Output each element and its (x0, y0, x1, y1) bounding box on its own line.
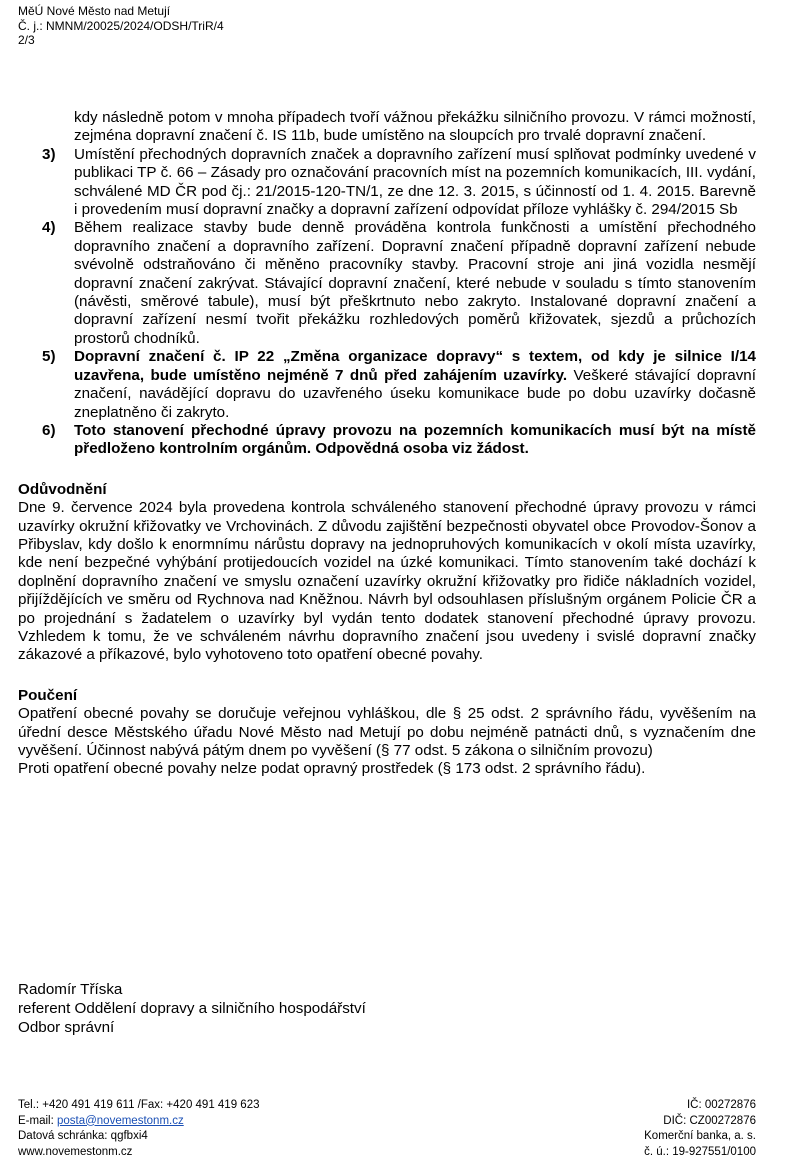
item-number: 4) (42, 219, 56, 237)
list-item-3 (18, 146, 756, 220)
header-page-number: 2/3 (18, 33, 35, 47)
list-item-6 (18, 422, 756, 459)
item-text: Veškeré stávající dopravní značení, navádějící dopravu do uzavřeného úseku komunikace bude po dobu uzavírky dočasně zneplatněno či zakryto. (74, 366, 756, 421)
document-header (18, 4, 224, 48)
pouceni-text-1: Opatření obecné povahy se doručuje veřejnou vyhláškou, dle § 25 odst. 2 správního řádu, vyvěšením na úřední desce Městského úřadu Nové Město nad Metují po dobu nejméně patnácti dnů, s vyznačením dne vyvěšení. Účinnost nabývá pátým dnem po vyvěšení (§ 77 odst. 5 zákona o silničním provozu) (18, 705, 756, 759)
list-item-4 (18, 219, 756, 348)
footer-databox: Datová schránka: qgfbxi4 (18, 1130, 148, 1142)
footer-contacts (18, 1098, 259, 1160)
document-body (18, 109, 756, 779)
signature-name: Radomír Tříska (18, 981, 123, 998)
footer-web: www.novemestonm.cz (18, 1145, 133, 1158)
section-title-pouceni: Poučení (18, 686, 78, 704)
signature-role: referent Oddělení dopravy a silničního hospodářství (18, 1000, 366, 1017)
item-number: 5) (42, 348, 56, 366)
list-item-continuation (18, 109, 756, 146)
item-text: Během realizace stavby bude denně prováděna kontrola funkčnosti a umístění přechodného dopravního značení a dopravního zařízení. Dopravní značení případně dopravní zařízení nebude svévolně odstraňováno či měněno pracovníky stavby. Pracovní stroje ani jiná vozidla nesmějí dopravní značení zakrývat. Stávající dopravní značení, které nebude v souladu s tímto stanovením (návěsti, směrové tabule), musí být přeškrtnuto nebo zakryto. Instalované dopravní značení a dopravní zařízení nesmí tvořit překážku rozhledových poměrů křižovatek, sjezdů a průchozích prostorů chodníků. (74, 219, 756, 347)
footer-email-line (18, 1114, 259, 1130)
footer-email-label: E-mail: (18, 1114, 57, 1127)
footer-phone: Tel.: +420 491 419 611 /Fax: +420 491 419 623 (18, 1099, 260, 1111)
footer-ic: IČ: 00272876 (686, 1099, 756, 1111)
header-office: MěÚ Nové Město nad Metují (18, 4, 171, 18)
signature-block (18, 980, 366, 1037)
item-bold-text: Dopravní značení č. IP 22 „Změna organizace dopravy“ s textem, od kdy je silnice I/14 uzavřena, bude umístěno nejméně 7 dnů před zahájením uzavírky. (74, 348, 756, 384)
pouceni-text-2: Proti opatření obecné povahy nelze podat opravný prostředek (§ 173 odst. 2 správního řádu). (18, 760, 646, 778)
oduvodneni-text: Dne 9. července 2024 byla provedena kontrola schváleného stanovení přechodné úpravy provozu v rámci uzavírky okružní křižovatky ve Vrchovinách. Z důvodu zajištění bezpečnosti obyvatel obce Provodov-Šonov a Přibyslav, kdy došlo k enormnímu nárůstu dopravy na jednopruhových komunikacích v okolí místa uzavírky, kde není bezpečné vyhýbání protijedoucích vozidel na úzké komunikaci. Tímto stanovením také dochází k doplnění dopravního značení ve smyslu označení uzavírky okružní křižovatky pro řidiče nákladních vozidel, přijíždějících ve směru od Rychnova nad Kněžnou. Návrh byl odsouhlasen příslušným orgánem Policie ČR a po projednání s žadatelem o uzavírky byl vydán tento dodatek stanovení přechodné úpravy provozu. Vzhledem k tomu, že ve schváleném návrhu dopravního značení jsou uvedeny i svislé dopravní značky zákazové a příkazové, bylo vyhotoveno toto opatření obecné povahy. (18, 499, 756, 664)
footer-email-link[interactable]: posta@novemestonm.cz (56, 1114, 184, 1127)
footer-dic: DIČ: CZ00272876 (663, 1114, 756, 1127)
footer-bank: Komerční banka, a. s. (644, 1130, 756, 1142)
item-text: Umístění přechodných dopravních značek a dopravního zařízení musí splňovat podmínky uvedené v publikaci TP č. 66 – Zásady pro označování pracovních míst na pozemních komunikacích, III. vydání, schválené MD ČR pod čj.: 21/2015-120-TN/1, ze dne 12. 3. 2015, s účinností od 1. 4. 2015. Barevně i provedením musí dopravní značky a dopravní zařízení odpovídat příloze vyhlášky č. 294/2015 Sb (74, 145, 756, 219)
item-number: 3) (42, 145, 56, 163)
item-text: kdy následně potom v mnoha případech tvoří vážnou překážku silničního provozu. V rámci možností, zejména dopravní značení č. IS 11b, bude umístěno na sloupcích pro trvalé dopravní značení. (74, 109, 756, 145)
section-title-oduvodneni: Odůvodnění (18, 480, 107, 498)
signature-department: Odbor správní (18, 1019, 115, 1036)
item-bold-text: Toto stanovení přechodné úpravy provozu na pozemních komunikacích musí být na místě předloženo kontrolním orgánům. Odpovědná osoba viz žádost. (74, 421, 756, 458)
footer-account: č. ú.: 19-927551/0100 (644, 1145, 756, 1158)
list-item-5 (18, 348, 756, 422)
footer-company-ids (644, 1098, 756, 1160)
item-number: 6) (42, 421, 56, 439)
header-reference-number: Č. j.: NMNM/20025/2024/ODSH/TriR/4 (18, 18, 224, 33)
